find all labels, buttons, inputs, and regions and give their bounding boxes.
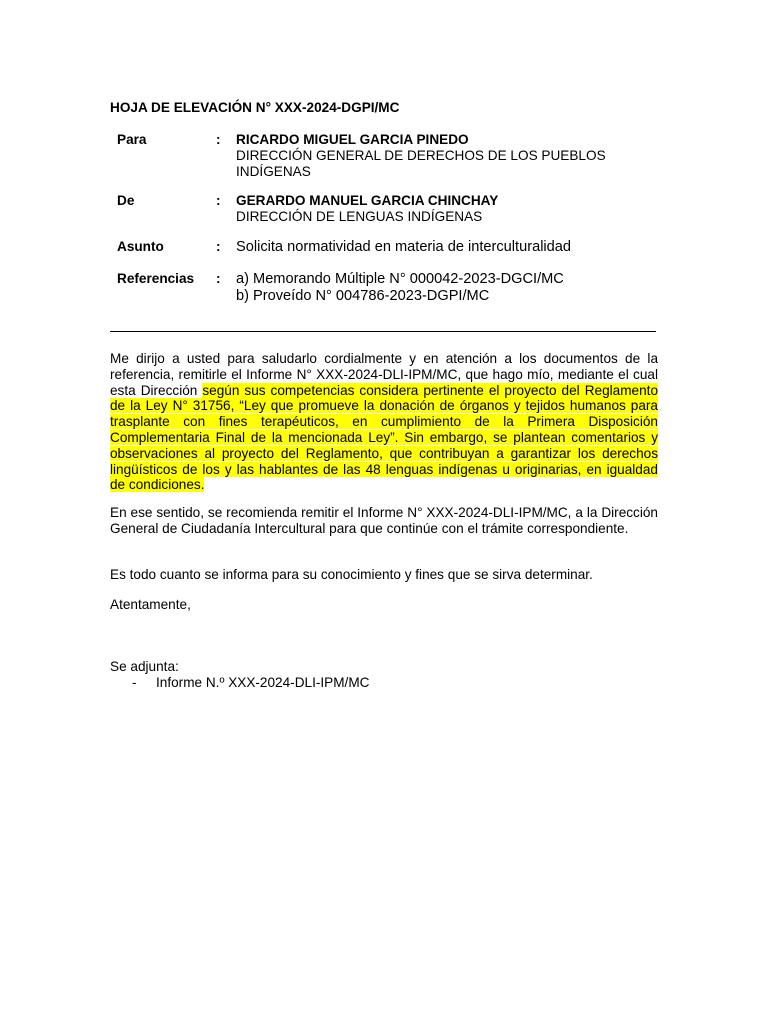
separator-line xyxy=(110,331,656,332)
para-value xyxy=(236,132,656,180)
de-value xyxy=(236,193,656,225)
reference-item: b) Proveído N° 004786-2023-DGPI/MC xyxy=(236,288,490,304)
body-paragraph-3: Es todo cuanto se informa para su conocimiento y fines que se sirva determinar. xyxy=(110,567,593,582)
para-recipient-office: DIRECCIÓN GENERAL DE DERECHOS DE LOS PUEBLOS INDÍGENAS xyxy=(236,148,606,179)
de-colon: : xyxy=(216,193,221,208)
attachment-bullet: - xyxy=(132,675,137,690)
asunto-colon: : xyxy=(216,239,221,254)
closing-text: Atentamente, xyxy=(110,597,191,612)
referencias-colon: : xyxy=(216,271,221,286)
de-sender-office: DIRECCIÓN DE LENGUAS INDÍGENAS xyxy=(236,209,483,224)
body-paragraph-1-plain: Me dirijo a usted para saludarlo cordialmente y en atención a los documentos de la referencia, remitirle el Informe N° XXX-2024-DLI-IPM/MC, que hago mío, mediante el cual esta Dirección xyxy=(110,351,658,398)
reference-item: a) Memorando Múltiple N° 000042-2023-DGCI/MC xyxy=(236,271,564,287)
attachment-item xyxy=(132,675,369,690)
de-sender-name: GERARDO MANUEL GARCIA CHINCHAY xyxy=(236,193,499,208)
body-paragraph-2: En ese sentido, se recomienda remitir el Informe N° XXX-2024-DLI-IPM/MC, a la Dirección General de Ciudadanía Intercultural para que continúe con el trámite correspondiente. xyxy=(110,505,658,536)
attachment-item-label: Informe N.º XXX-2024-DLI-IPM/MC xyxy=(156,675,370,690)
attachments-label: Se adjunta: xyxy=(110,659,179,674)
highlighted-text: según sus competencias considera pertinente el proyecto del Reglamento de la Ley N° 31756, “Ley que promueve la donación de órganos y tejidos humanos para trasplante con fines terapéuticos, en cumplimiento de la Primera Disposición Complementaria Final de la mencionada Ley”. Sin embargo, se plantean comentarios y observaciones al proyecto del Reglamento, que contribuyan a garantizar los derechos lingüísticos de los y las hablantes de las 48 lenguas indígenas u originarias, en igualdad de condiciones. xyxy=(110,382,658,493)
asunto-value: Solicita normatividad en materia de interculturalidad xyxy=(236,239,572,255)
document-title: HOJA DE ELEVACIÓN N° XXX-2024-DGPI/MC xyxy=(110,100,400,115)
para-recipient-name: RICARDO MIGUEL GARCIA PINEDO xyxy=(236,132,469,147)
para-label: Para xyxy=(117,132,147,147)
referencias-label: Referencias xyxy=(117,271,195,286)
referencias-value xyxy=(236,271,656,305)
body-paragraph-1 xyxy=(110,351,658,493)
para-colon: : xyxy=(216,132,221,147)
de-label: De xyxy=(117,193,135,208)
asunto-label: Asunto xyxy=(117,239,164,254)
